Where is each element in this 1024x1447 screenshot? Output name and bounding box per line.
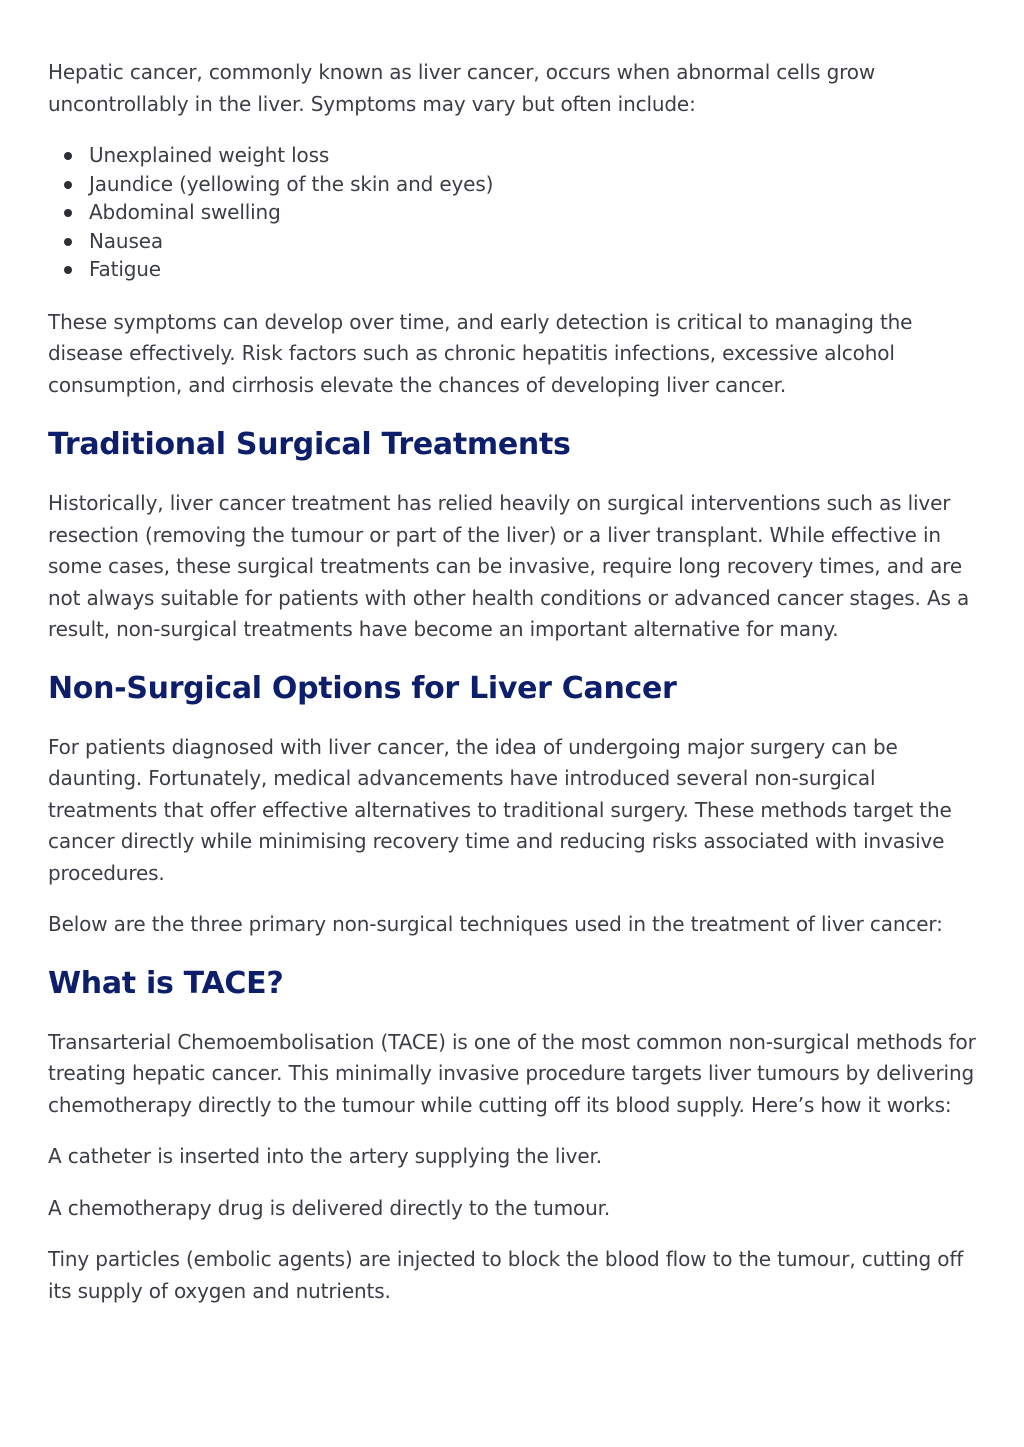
symptoms-list (48, 141, 976, 284)
list-item (48, 141, 976, 170)
bullet-icon (64, 152, 72, 160)
list-item (48, 227, 976, 256)
bullet-icon (64, 238, 72, 246)
list-item (48, 255, 976, 284)
traditional-treatments-paragraph: Historically, liver cancer treatment has relied heavily on surgical interventions such as liver resection (removing the tumour or part of the liver) or a liver transplant. While effective in some cases, these surgical treatments can be invasive, require long recovery times, and are not always suitable for patients with other health conditions or advanced cancer stages. As a result, non-surgical treatments have become an important alternative for many. (48, 491, 970, 642)
bullet-icon (64, 266, 72, 274)
symptom-text: Abdominal swelling (89, 200, 281, 225)
symptom-text: Jaundice (yellowing of the skin and eyes) (89, 171, 494, 196)
tace-heading: What is TACE? (48, 965, 284, 1001)
traditional-treatments-heading: Traditional Surgical Treatments (48, 427, 571, 463)
non-surgical-options-paragraph: For patients diagnosed with liver cancer, the idea of undergoing major surgery can be daunting. Fortunately, medical advancements have introduced several non-surgical treatments that offer effective alternatives to traditional surgery. These methods target the cancer directly while minimising recovery time and reducing risks associated with invasive procedures. (48, 734, 952, 885)
tace-paragraph: Transarterial Chemoembolisation (TACE) is one of the most common non-surgical methods for treating hepatic cancer. This minimally invasive procedure targets liver tumours by delivering chemotherapy directly to the tumour while cutting off its blood supply. Here’s how it works: (48, 1029, 976, 1117)
symptoms-followup-paragraph: These symptoms can develop over time, and early detection is critical to managing the disease effectively. Risk factors such as chronic hepatitis infections, excessive alcohol consumption, and cirrhosis elevate the chances of developing liver cancer. (48, 309, 913, 397)
tace-step: A catheter is inserted into the artery supplying the liver. (48, 1144, 602, 1169)
list-item (48, 198, 976, 227)
bullet-icon (64, 181, 72, 189)
tace-step: Tiny particles (embolic agents) are injected to block the blood flow to the tumour, cutting off its supply of oxygen and nutrients. (48, 1247, 964, 1303)
symptom-text: Fatigue (89, 257, 161, 282)
tace-step: A chemotherapy drug is delivered directly to the tumour. (48, 1195, 611, 1220)
non-surgical-options-heading: Non-Surgical Options for Liver Cancer (48, 670, 677, 706)
symptom-text: Nausea (89, 228, 163, 253)
symptom-text: Unexplained weight loss (89, 143, 330, 167)
bullet-icon (64, 209, 72, 217)
list-item (48, 170, 976, 199)
non-surgical-lead-in: Below are the three primary non-surgical techniques used in the treatment of liver cancer: (48, 912, 943, 937)
intro-paragraph: Hepatic cancer, commonly known as liver cancer, occurs when abnormal cells grow uncontrollably in the liver. Symptoms may vary but often include: (48, 60, 876, 116)
